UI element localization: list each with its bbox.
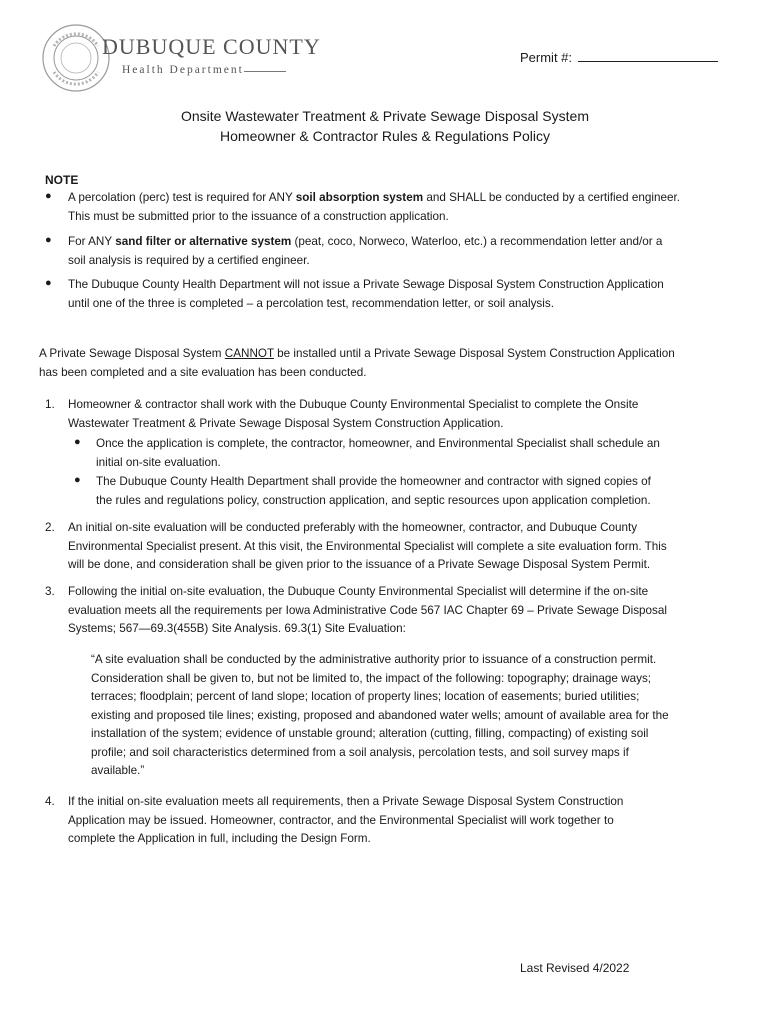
step-line: will be done, and consideration shall be given prior to the issuance of a Private Sewage Disposal System Permit. [68, 558, 651, 571]
quote-line: “A site evaluation shall be conducted by the administrative authority prior to issuance of a construction permit. [91, 653, 657, 666]
permit-number-blank[interactable] [578, 48, 718, 62]
note-item [68, 189, 738, 226]
step-number: 1. [45, 398, 55, 411]
step-line: complete the Application in full, including the Design Form. [68, 832, 371, 845]
quote-line: terraces; floodplain; percent of land slope; location of property lines; location of easements; buried utilities; [91, 690, 640, 703]
step-line: Following the initial on-site evaluation, the Dubuque County Environmental Specialist will determine if the on-site [68, 585, 649, 598]
step-line: Homeowner & contractor shall work with the Dubuque County Environmental Specialist to complete the Onsite [68, 398, 639, 411]
intro-paragraph [39, 345, 739, 382]
bullet-icon: ● [74, 436, 81, 448]
logo-org-name: DUBUQUE COUNTY [102, 34, 321, 59]
intro-underlined: CANNOT [224, 347, 274, 360]
step-line: evaluation meets all the requirements per Iowa Administrative Code 567 IAC Chapter 69 – Private Sewage Disposal [68, 603, 667, 617]
subitem-line: Once the application is complete, the contractor, homeowner, and Environmental Specialist shall schedule an [96, 437, 660, 450]
last-revised: Last Revised 4/2022 [520, 961, 630, 975]
note-text: The Dubuque County Health Department will not issue a Private Sewage Disposal System Construction Application [68, 278, 664, 291]
step-line: Application may be issued. Homeowner, contractor, and the Environmental Specialist will work together to [68, 813, 614, 827]
title-line-2: Homeowner & Contractor Rules & Regulations Policy [220, 128, 550, 144]
logo-dept-name: Health Department [122, 64, 244, 76]
document-title [0, 106, 770, 146]
quote-line: available.” [91, 764, 145, 777]
step-1-subitem [96, 435, 726, 472]
step-line: Environmental Specialist present. At this visit, the Environmental Specialist will complete a site evaluation form. This [68, 539, 667, 553]
step-1-text [68, 396, 728, 433]
subitem-line: initial on-site evaluation. [96, 455, 221, 469]
quote-line: installation of the system; evidence of unstable ground; alteration (cutting, filling, compacting) of existing soil [91, 727, 649, 740]
note-text: soil analysis is required by a certified engineer. [68, 253, 310, 267]
permit-field [520, 48, 718, 65]
note-text: For ANY [68, 235, 116, 248]
intro-text: A Private Sewage Disposal System [39, 347, 225, 360]
bullet-icon: ● [45, 190, 52, 202]
intro-text: has been completed and a site evaluation has been conducted. [39, 365, 367, 379]
step-2-text [68, 519, 728, 575]
quote-line: existing and proposed tile lines; existing, proposed and abandoned water wells; amount of available area for the [91, 708, 669, 722]
step-line: An initial on-site evaluation will be conducted preferably with the homeowner, contractor, and Dubuque County [68, 521, 638, 534]
step-number: 4. [45, 795, 55, 808]
note-heading: NOTE [45, 173, 79, 187]
step-1-subitem [96, 473, 726, 510]
note-text: until one of the three is completed – a percolation test, recommendation letter, or soil analysis. [68, 296, 554, 310]
step-line: Wastewater Treatment & Private Sewage Disposal System Construction Application. [68, 416, 504, 430]
subitem-line: The Dubuque County Health Department shall provide the homeowner and contractor with signed copies of [96, 475, 651, 488]
note-text: (peat, coco, Norweco, Waterloo, etc.) a recommendation letter and/or a [291, 235, 663, 248]
step-line: If the initial on-site evaluation meets all requirements, then a Private Sewage Disposal System Construction [68, 795, 624, 808]
title-line-1: Onsite Wastewater Treatment & Private Sewage Disposal System [181, 108, 589, 124]
bullet-icon: ● [74, 474, 81, 486]
note-text: and SHALL be conducted by a certified engineer. [423, 191, 680, 204]
note-item [68, 276, 738, 313]
quote-line: profile; and soil characteristics determined from a soil analysis, percolation tests, and soil survey maps if [91, 745, 629, 759]
logo-rule [244, 71, 286, 72]
bullet-icon: ● [45, 277, 52, 289]
note-text: This must be submitted prior to the issuance of a construction application. [68, 209, 449, 223]
note-bold: soil absorption system [295, 191, 424, 204]
subitem-line: the rules and regulations policy, construction application, and septic resources upon application completion. [96, 493, 651, 507]
step-number: 2. [45, 521, 55, 534]
note-bold: sand filter or alternative system [115, 235, 292, 248]
quote-line: Consideration shall be given to, but not be limited to, the impact of the following: topography; drainage ways; [91, 671, 652, 685]
county-logo [40, 22, 321, 94]
step-3-text [68, 583, 728, 639]
note-item [68, 233, 738, 270]
note-text: A percolation (perc) test is required for ANY [68, 191, 296, 204]
permit-label: Permit #: [520, 50, 573, 65]
bullet-icon: ● [45, 234, 52, 246]
step-number: 3. [45, 585, 55, 598]
step-4-text [68, 793, 728, 849]
intro-text: be installed until a Private Sewage Disposal System Construction Application [273, 347, 675, 360]
site-evaluation-quote [91, 651, 731, 781]
step-line: Systems; 567—69.3(455B) Site Analysis. 69.3(1) Site Evaluation: [68, 622, 406, 635]
